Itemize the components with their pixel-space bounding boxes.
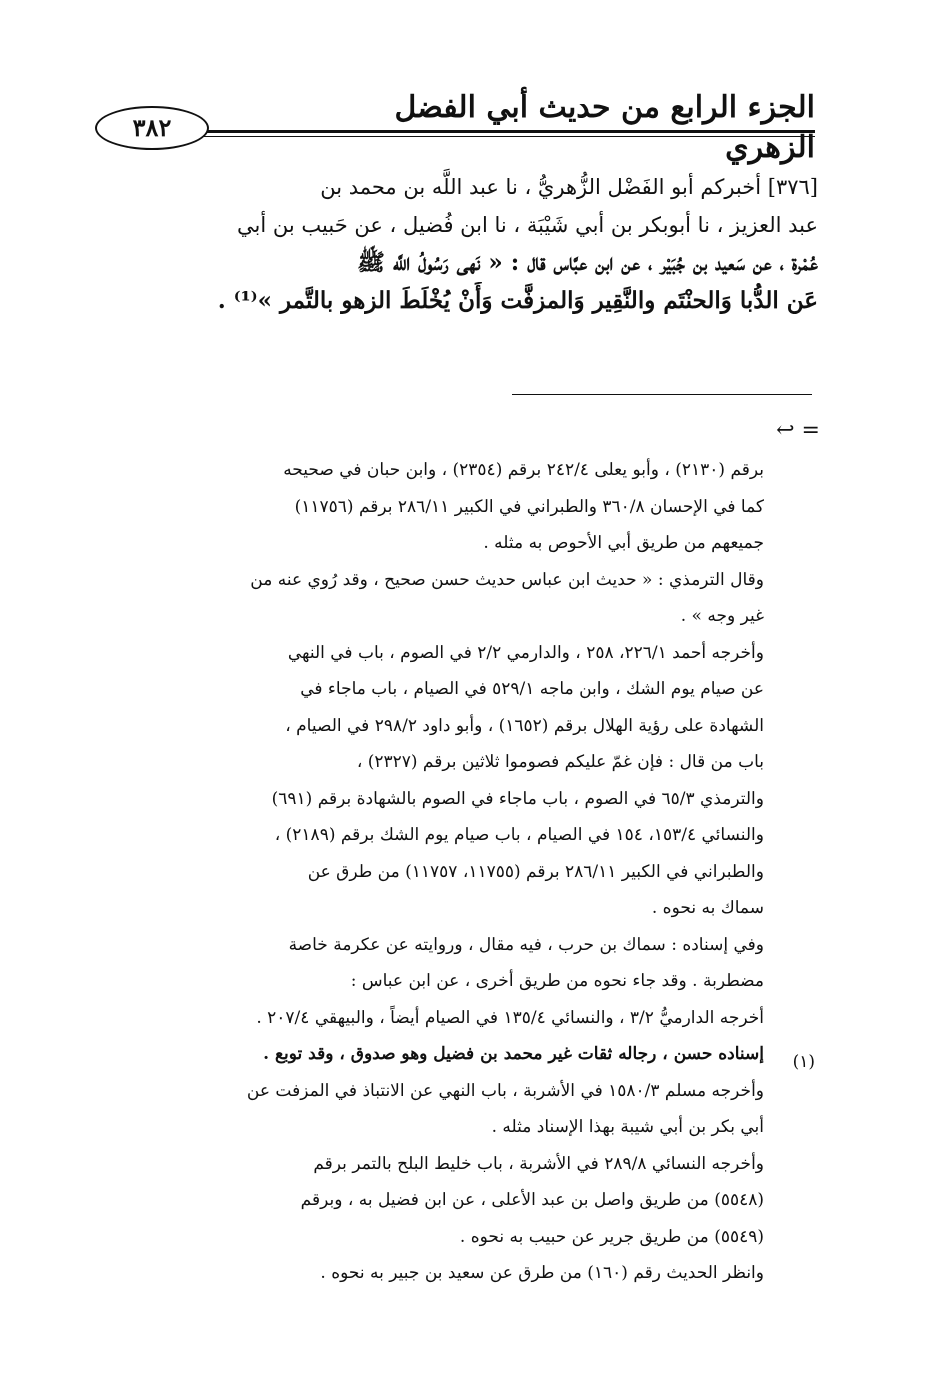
footnote-line: (٥٥٤٨) من طريق واصل بن عبد الأعلى ، عن ابن فضيل به ، وبرقم <box>300 1190 764 1210</box>
hadith-line: [٣٧٦] أخبركم أبو الفَضْل الزُّهريُّ ، نا عبد اللَّه بن محمد بن <box>320 175 818 199</box>
hadith-text <box>100 168 818 320</box>
footnote-line: وأخرجه مسلم ١٥٨٠/٣ في الأشربة ، باب النهي عن الانتباذ في المزفت عن <box>246 1080 764 1101</box>
page-header <box>95 88 815 165</box>
continuation-mark: = ↩ <box>776 418 820 443</box>
hadith-line: عبد العزيز ، نا أبوبكر بن أبي شَيْبَة ، نا ابن فُضيل ، عن حَبيب بن أبي <box>237 213 818 237</box>
footnote-line: والطبراني في الكبير ٢٨٦/١١ برقم (١١٧٥٥، ١١٧٥٧) من طرق عن <box>307 861 764 882</box>
hadith-line: عُمْرة ، عن سَعيد بن جُبَيْر ، عن ابن عبَّاس قال : « نَهى رَسُولُ اللَّه ﷺ <box>357 249 818 276</box>
footnote-divider <box>512 394 812 395</box>
running-title: الجزء الرابع من حديث أبي الفضل الزهري <box>394 90 815 165</box>
footnote-line: الشهادة على رؤية الهلال برقم (١٦٥٢) ، وأبو داود ٢٩٨/٢ في الصيام ، <box>285 715 764 736</box>
footnote-line: والنسائي ١٥٣/٤، ١٥٤ في الصيام ، باب صيام يوم الشك برقم (٢١٨٩) ، <box>274 825 764 845</box>
header-rule-thin <box>190 136 815 137</box>
footnote-line: وأخرجه النسائي ٢٨٩/٨ في الأشربة ، باب خليط البلح بالتمر برقم <box>313 1153 764 1174</box>
footnote-line: جميعهم من طريق أبي الأحوص به مثله . <box>483 533 764 553</box>
footnote-line: باب من قال : فإن غمّ عليكم فصوموا ثلاثين برقم (٢٣٢٧) ، <box>356 752 764 772</box>
footnote-line: أبي بكر بن أبي شيبة بهذا الإسناد مثله . <box>491 1117 764 1137</box>
footnote-line: عن صيام يوم الشك ، وابن ماجه ٥٢٩/١ في الصيام ، باب ماجاء في <box>300 679 764 699</box>
footnote-line: سماك به نحوه . <box>651 898 764 918</box>
footnotes <box>100 452 764 1292</box>
footnote-line: والترمذي ٦٥/٣ في الصوم ، باب ماجاء في الصوم بالشهادة برقم (٦٩١) <box>271 788 764 809</box>
hadith-line: عَن الدُّبا وَالحنْتَم والنَّقِير وَالمزفَّت وَأَنْ يُخْلَطَ الزهو بالتَّمر »⁽¹⁾ . <box>217 287 818 314</box>
footnote-marker: (١) <box>792 1052 815 1072</box>
footnote-line: إسناده حسن ، رجاله ثقات غير محمد بن فضيل وهو صدوق ، وقد توبع . <box>263 1044 764 1064</box>
footnote-line: أخرجه الدارميُّ ٣/٢ ، والنسائي ١٣٥/٤ في الصيام أيضاً ، والبيهقي ٢٠٧/٤ . <box>256 1007 764 1028</box>
footnote-line: مضطربة . وقد جاء نحوه من طريق أخرى ، عن ابن عباس : <box>350 971 764 991</box>
footnote-line: برقم (٢١٣٠) ، وأبو يعلى ٢٤٢/٤ برقم (٢٣٥٤) ، وابن حبان في صحيحه <box>283 460 764 480</box>
footnote-line: (٥٥٤٩) من طريق جرير عن حبيب به نحوه . <box>459 1226 764 1247</box>
footnote-line: وأخرجه أحمد ٢٢٦/١، ٢٥٨ ، والدارمي ٢/٢ في الصوم ، باب في النهي <box>287 642 764 663</box>
footnote-line: وفي إسناده : سماك بن حرب ، فيه مقال ، وروايته عن عكرمة خاصة <box>288 934 764 955</box>
footnote-line: كما في الإحسان ٣٦٠/٨ والطبراني في الكبير ٢٨٦/١١ برقم (١١٧٥٦) <box>294 496 764 517</box>
footnote-line: وانظر الحديث رقم (١٦٠) من طرق عن سعيد بن جبير به نحوه . <box>320 1263 764 1283</box>
footnote-line: وقال الترمذي : « حديث ابن عباس حديث حسن صحيح ، وقد رُوي عنه من <box>250 569 764 590</box>
footnote-line: غير وجه » . <box>680 606 764 626</box>
header-rule <box>190 130 815 133</box>
page-number-badge: ٣٨٢ <box>95 106 209 150</box>
